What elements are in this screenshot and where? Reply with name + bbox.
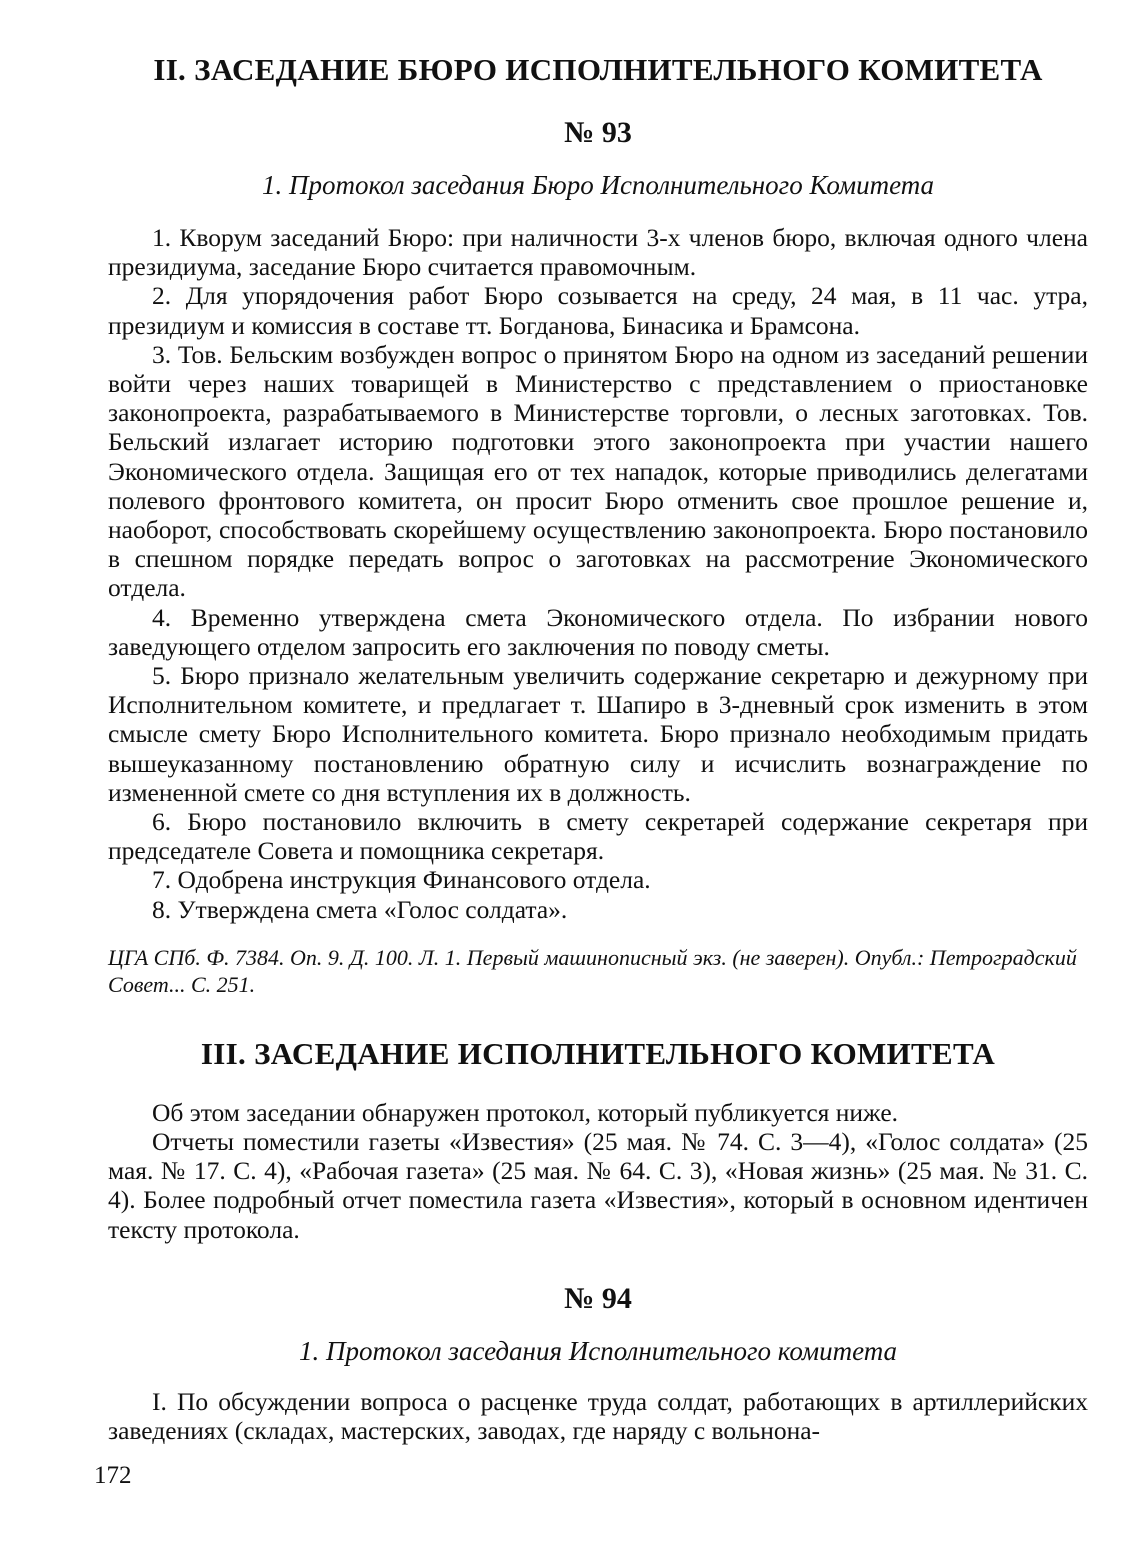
paragraph: 5. Бюро признало желательным увеличить содержание секретарю и дежурному при Исполнительном комитете, и предлагает т. Шапиро в 3-дневный срок изменить в этом смысле смету Бюро Исполнительного комитета. Бюро признало необходимым придать вышеуказанному постановлению обратную силу и исчислить вознаграждение по измененной смете со дня вступления их в должность. xyxy=(108,661,1088,807)
document-subtitle-94: 1. Протокол заседания Исполнительного комитета xyxy=(298,1335,898,1366)
protocol-93-body xyxy=(108,223,1088,924)
section-3-intro xyxy=(108,1098,1088,1244)
paragraph: 1. Кворум заседаний Бюро: при наличности 3-х членов бюро, включая одного члена президиума, заседание Бюро считается правомочным. xyxy=(108,223,1088,282)
page-number: 172 xyxy=(94,1462,132,1489)
paragraph: I. По обсуждении вопроса о расценке труда солдат, работающих в артиллерийских заведениях (складах, мастерских, заводах, где наряду с вольнона- xyxy=(108,1386,1088,1446)
section-heading-committee: III. ЗАСЕДАНИЕ ИСПОЛНИТЕЛЬНОГО КОМИТЕТА xyxy=(200,1035,996,1071)
document-page xyxy=(108,52,1088,1445)
paragraph: 8. Утверждена смета «Голос солдата». xyxy=(152,894,568,924)
paragraph: 2. Для упорядочения работ Бюро созывается на среду, 24 мая, в 11 час. утра, президиум и комиссия в составе тт. Богданова, Бинасика и Брамсона. xyxy=(108,281,1088,340)
protocol-94-body xyxy=(108,1387,1088,1445)
paragraph: 4. Временно утверждена смета Экономического отдела. По избрании нового заведующего отделом запросить его заключения по поводу сметы. xyxy=(108,602,1088,661)
archive-reference: ЦГА СПб. Ф. 7384. Оп. 9. Д. 100. Л. 1. Первый машинописный экз. (не заверен). Опубл.: Петроградский Совет... С. 251. xyxy=(108,944,1077,997)
paragraph: 6. Бюро постановило включить в смету секретарей содержание секретаря при председателе Совета и помощника секретаря. xyxy=(108,807,1088,866)
document-number-93: № 93 xyxy=(564,116,632,149)
document-number-94: № 94 xyxy=(564,1281,632,1315)
paragraph: Отчеты поместили газеты «Известия» (25 мая. № 74. С. 3—4), «Голос солдата» (25 мая. № 17. С. 4), «Рабочая газета» (25 мая. № 64. С. 3), «Новая жизнь» (25 мая. № 31. С. 4). Более подробный отчет поместила газета «Известия», который в основном идентичен тексту протокола. xyxy=(108,1127,1088,1244)
paragraph: 7. Одобрена инструкция Финансового отдела. xyxy=(152,865,651,895)
paragraph: Об этом заседании обнаружен протокол, который публикуется ниже. xyxy=(152,1097,899,1127)
section-heading-bureau: II. ЗАСЕДАНИЕ БЮРО ИСПОЛНИТЕЛЬНОГО КОМИТЕТА xyxy=(153,52,1043,87)
document-subtitle-93: 1. Протокол заседания Бюро Исполнительного Комитета xyxy=(261,170,935,200)
paragraph: 3. Тов. Бельским возбужден вопрос о принятом Бюро на одном из заседаний решении войти через наших товарищей в Министерство с представлением о приостановке законопроекта, разрабатываемого в Министерстве торговли, о лесных заготовках. Тов. Бельский излагает историю подготовки этого законопроекта при участии нашего Экономического отдела. Защищая его от тех нападок, которые приводились делегатами полевого фронтового комитета, он просит Бюро отменить свое прошлое решение и, наоборот, способствовать скорейшему осуществлению законопроекта. Бюро постановило в спешном порядке передать вопрос о заготовках на рассмотрение Экономического отдела. xyxy=(108,339,1088,603)
